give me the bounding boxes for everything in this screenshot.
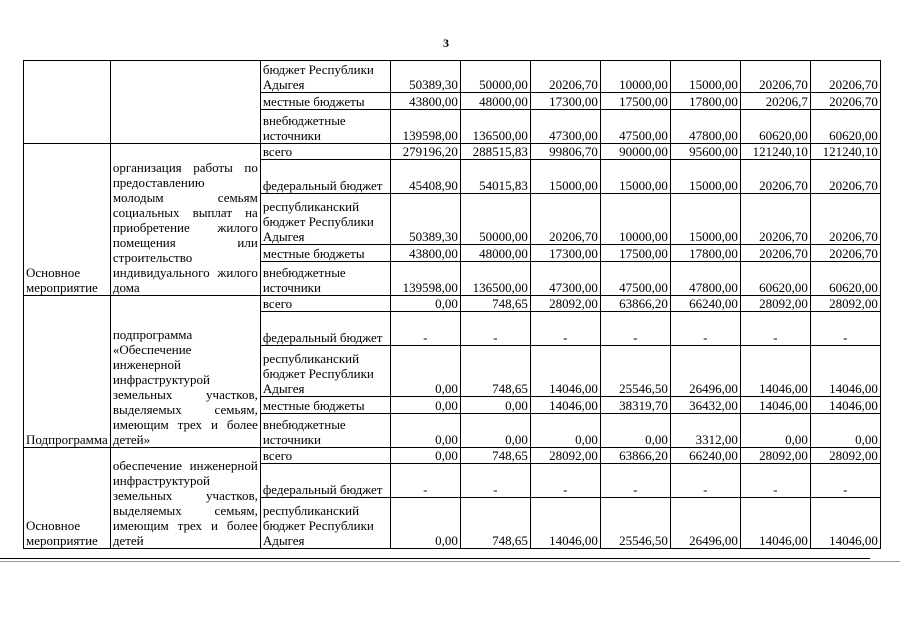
amount-cell: 48000,00	[460, 93, 530, 110]
amount-cell: -	[810, 464, 880, 498]
amount-cell: 20206,70	[810, 160, 880, 194]
amount-cell: 38319,70	[600, 397, 670, 414]
table-row	[24, 61, 881, 93]
amount-cell: 121240,10	[810, 144, 880, 160]
amount-cell: 90000,00	[600, 144, 670, 160]
amount-cell: 47500,00	[600, 110, 670, 144]
amount-cell: 14046,00	[740, 346, 810, 397]
budget-table	[23, 60, 881, 549]
amount-cell: 63866,20	[600, 296, 670, 312]
amount-cell: 0,00	[390, 296, 460, 312]
amount-cell: 28092,00	[740, 296, 810, 312]
amount-cell: 25546,50	[600, 346, 670, 397]
amount-cell: 14046,00	[810, 397, 880, 414]
amount-cell: 47800,00	[670, 110, 740, 144]
activity-name-cell: подпрограмма «Обеспечение инженерной инфраструктурой земельных участков, выделяемых семьям, имеющим трех и более детей»	[110, 296, 260, 448]
funding-source-cell: бюджет Республики Адыгея	[260, 61, 390, 93]
amount-cell: 15000,00	[670, 160, 740, 194]
amount-cell: 136500,00	[460, 262, 530, 296]
amount-cell: 20206,70	[530, 61, 600, 93]
amount-cell: 136500,00	[460, 110, 530, 144]
table-row	[24, 144, 881, 160]
amount-cell: 0,00	[810, 414, 880, 448]
amount-cell: 47300,00	[530, 110, 600, 144]
amount-cell: 20206,7	[740, 93, 810, 110]
amount-cell: 17800,00	[670, 93, 740, 110]
amount-cell: 50000,00	[460, 194, 530, 245]
amount-cell: 288515,83	[460, 144, 530, 160]
amount-cell: 47300,00	[530, 262, 600, 296]
amount-cell: 0,00	[600, 414, 670, 448]
amount-cell: 14046,00	[810, 346, 880, 397]
funding-source-cell: республиканский бюджет Республики Адыгея	[260, 194, 390, 245]
table-row	[24, 448, 881, 464]
amount-cell: 15000,00	[600, 160, 670, 194]
amount-cell: 15000,00	[670, 194, 740, 245]
amount-cell: -	[460, 312, 530, 346]
amount-cell: 14046,00	[530, 498, 600, 549]
amount-cell: 17300,00	[530, 245, 600, 262]
amount-cell: 26496,00	[670, 498, 740, 549]
amount-cell: 3312,00	[670, 414, 740, 448]
amount-cell: 43800,00	[390, 245, 460, 262]
amount-cell: 60620,00	[740, 110, 810, 144]
amount-cell: 0,00	[390, 414, 460, 448]
amount-cell: 0,00	[460, 397, 530, 414]
amount-cell: 20206,70	[810, 245, 880, 262]
amount-cell: -	[740, 464, 810, 498]
amount-cell: 50000,00	[460, 61, 530, 93]
amount-cell: 748,65	[460, 498, 530, 549]
amount-cell: -	[670, 312, 740, 346]
funding-source-cell: республиканский бюджет Республики Адыгея	[260, 346, 390, 397]
amount-cell: -	[810, 312, 880, 346]
amount-cell: 17500,00	[600, 245, 670, 262]
amount-cell: 66240,00	[670, 448, 740, 464]
amount-cell: 26496,00	[670, 346, 740, 397]
amount-cell: 14046,00	[740, 498, 810, 549]
amount-cell: 20206,70	[810, 194, 880, 245]
amount-cell: 20206,70	[740, 61, 810, 93]
amount-cell: 47500,00	[600, 262, 670, 296]
amount-cell: 17800,00	[670, 245, 740, 262]
row-type-cell: Основное мероприятие	[24, 144, 111, 296]
amount-cell: 748,65	[460, 346, 530, 397]
amount-cell: 28092,00	[740, 448, 810, 464]
amount-cell: -	[390, 464, 460, 498]
amount-cell: 121240,10	[740, 144, 810, 160]
amount-cell: 17300,00	[530, 93, 600, 110]
funding-source-cell: федеральный бюджет	[260, 312, 390, 346]
funding-source-cell: всего	[260, 144, 390, 160]
amount-cell: 63866,20	[600, 448, 670, 464]
amount-cell: -	[600, 464, 670, 498]
amount-cell: 66240,00	[670, 296, 740, 312]
amount-cell: 28092,00	[810, 296, 880, 312]
amount-cell: 28092,00	[530, 296, 600, 312]
row-type-cell: Основное мероприятие	[24, 448, 111, 549]
amount-cell: 28092,00	[530, 448, 600, 464]
amount-cell: 43800,00	[390, 93, 460, 110]
table-row	[24, 296, 881, 312]
amount-cell: 15000,00	[670, 61, 740, 93]
funding-source-cell: федеральный бюджет	[260, 160, 390, 194]
row-type-cell: Подпрограмма	[24, 296, 111, 448]
funding-source-cell: всего	[260, 296, 390, 312]
funding-source-cell: местные бюджеты	[260, 93, 390, 110]
amount-cell: 15000,00	[530, 160, 600, 194]
amount-cell: 748,65	[460, 296, 530, 312]
amount-cell: 50389,30	[390, 194, 460, 245]
amount-cell: -	[530, 464, 600, 498]
amount-cell: -	[390, 312, 460, 346]
amount-cell: 0,00	[390, 346, 460, 397]
activity-name-cell: обеспечение инженерной инфраструктурой земельных участков, выделяемых семьям, имеющим трех и более детей	[110, 448, 260, 549]
amount-cell: 17500,00	[600, 93, 670, 110]
amount-cell: 45408,90	[390, 160, 460, 194]
amount-cell: 28092,00	[810, 448, 880, 464]
activity-name-cell	[110, 61, 260, 144]
amount-cell: 99806,70	[530, 144, 600, 160]
amount-cell: 14046,00	[810, 498, 880, 549]
amount-cell: 60620,00	[810, 110, 880, 144]
amount-cell: -	[530, 312, 600, 346]
activity-name-cell: организация работы по предоставлению молодым семьям социальных выплат на приобретение жилого помещения или строительство индивидуального жилого дома	[110, 144, 260, 296]
amount-cell: 20206,70	[810, 93, 880, 110]
funding-source-cell: республиканский бюджет Республики Адыгея	[260, 498, 390, 549]
funding-source-cell: внебюджетные источники	[260, 262, 390, 296]
amount-cell: 0,00	[390, 498, 460, 549]
funding-source-cell: федеральный бюджет	[260, 464, 390, 498]
page-cut-line	[0, 558, 870, 559]
amount-cell: 54015,83	[460, 160, 530, 194]
amount-cell: 139598,00	[390, 262, 460, 296]
amount-cell: 139598,00	[390, 110, 460, 144]
funding-source-cell: местные бюджеты	[260, 245, 390, 262]
amount-cell: 10000,00	[600, 61, 670, 93]
amount-cell: 0,00	[740, 414, 810, 448]
amount-cell: 0,00	[390, 397, 460, 414]
amount-cell: 14046,00	[530, 346, 600, 397]
amount-cell: 20206,70	[740, 160, 810, 194]
amount-cell: -	[740, 312, 810, 346]
amount-cell: 25546,50	[600, 498, 670, 549]
amount-cell: 20206,70	[530, 194, 600, 245]
amount-cell: 0,00	[390, 448, 460, 464]
amount-cell: 20206,70	[810, 61, 880, 93]
amount-cell: 748,65	[460, 448, 530, 464]
funding-source-cell: всего	[260, 448, 390, 464]
page-number: 3	[443, 36, 449, 50]
amount-cell: 14046,00	[740, 397, 810, 414]
amount-cell: 60620,00	[740, 262, 810, 296]
amount-cell: 47800,00	[670, 262, 740, 296]
amount-cell: -	[460, 464, 530, 498]
funding-source-cell: местные бюджеты	[260, 397, 390, 414]
scan-edge-line	[0, 561, 900, 562]
amount-cell: 50389,30	[390, 61, 460, 93]
amount-cell: 0,00	[460, 414, 530, 448]
amount-cell: 279196,20	[390, 144, 460, 160]
amount-cell: 48000,00	[460, 245, 530, 262]
amount-cell: -	[670, 464, 740, 498]
amount-cell: 0,00	[530, 414, 600, 448]
row-type-cell	[24, 61, 111, 144]
funding-source-cell: внебюджетные источники	[260, 110, 390, 144]
funding-source-cell: внебюджетные источники	[260, 414, 390, 448]
amount-cell: 14046,00	[530, 397, 600, 414]
amount-cell: 20206,70	[740, 194, 810, 245]
amount-cell: 36432,00	[670, 397, 740, 414]
amount-cell: 95600,00	[670, 144, 740, 160]
amount-cell: 10000,00	[600, 194, 670, 245]
amount-cell: 20206,70	[740, 245, 810, 262]
amount-cell: 60620,00	[810, 262, 880, 296]
amount-cell: -	[600, 312, 670, 346]
